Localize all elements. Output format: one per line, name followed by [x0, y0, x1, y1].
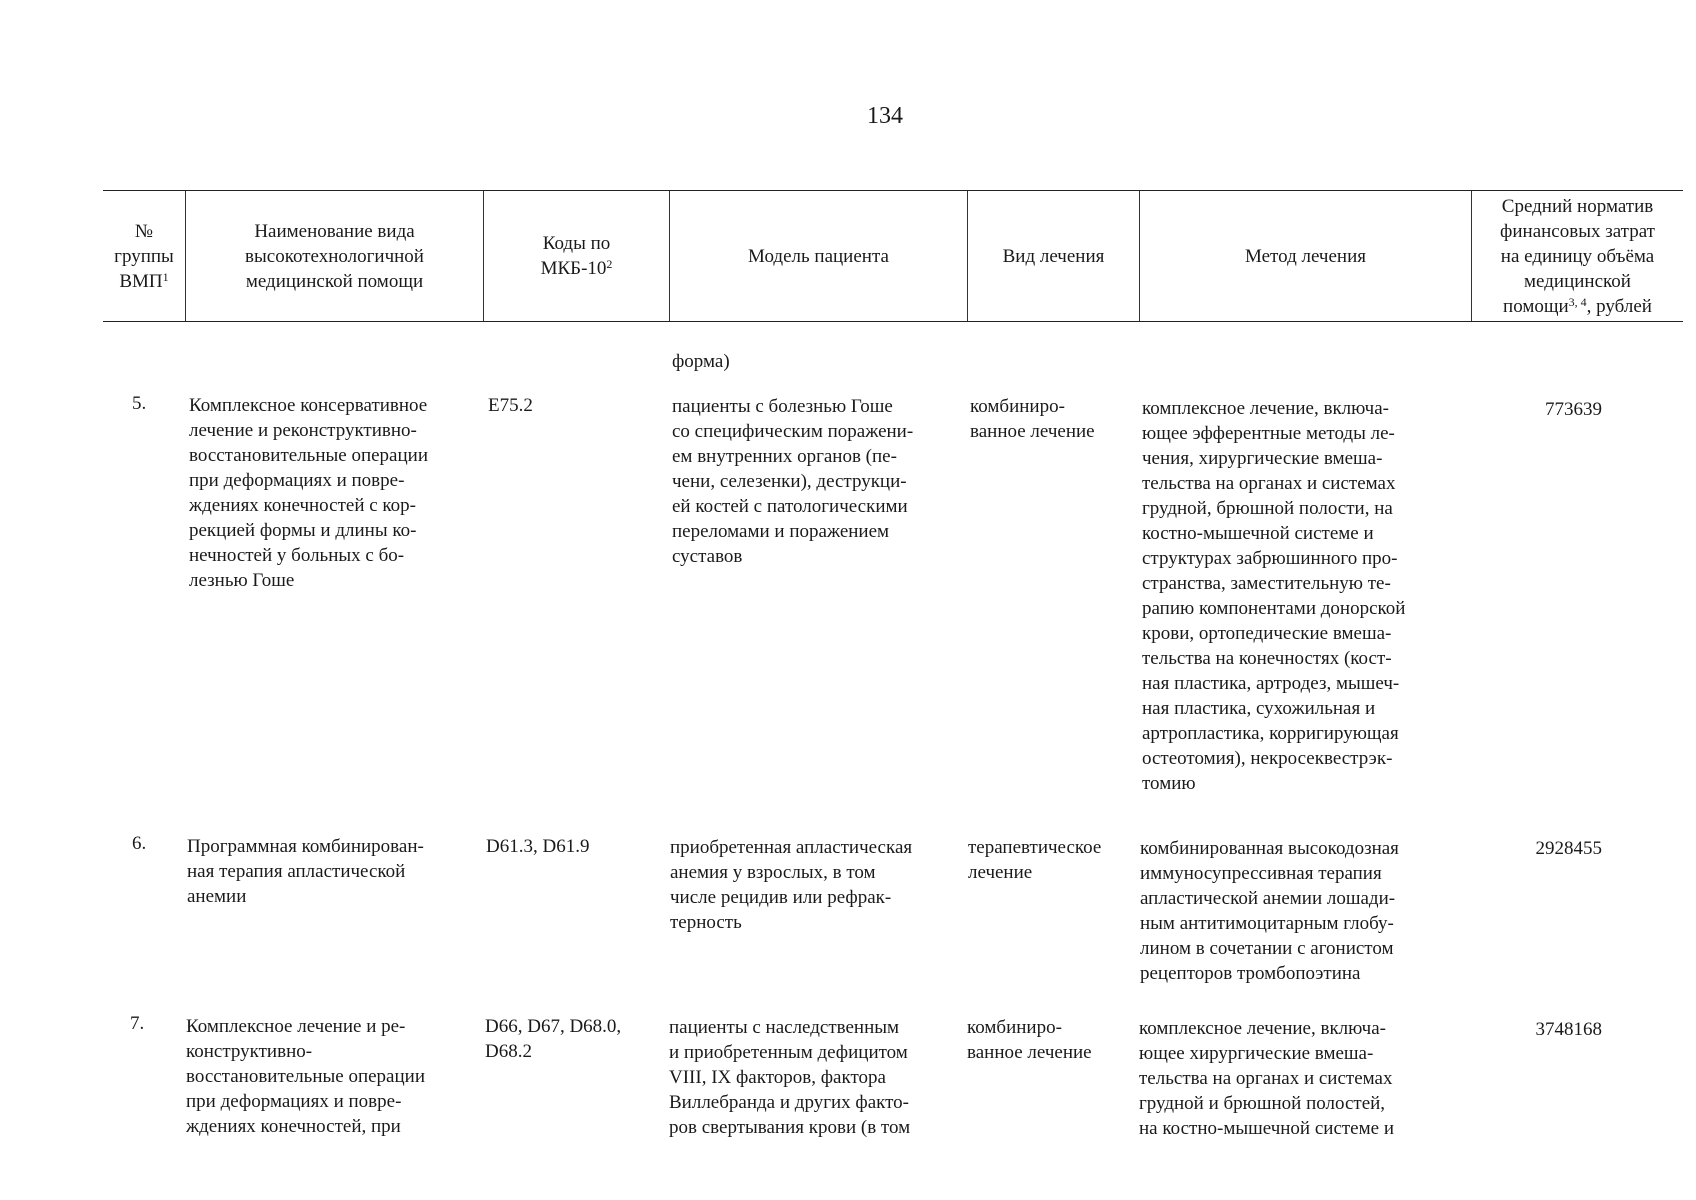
footnote-ref-1: 1 — [162, 269, 169, 284]
row-patient-model: приобретенная апластическая анемия у взрослых, в том числе рецидив или рефрак- терность — [670, 837, 913, 933]
header-treatment-type — [967, 191, 1139, 321]
continuation-model: форма) — [672, 351, 730, 372]
row-icd-codes: D61.3, D61.9 — [486, 836, 590, 857]
header-patient-model — [669, 191, 967, 321]
header-treatment-method — [1139, 191, 1471, 321]
header-icd-codes — [483, 191, 669, 321]
row-treatment-type: терапевтическое лечение — [968, 837, 1102, 883]
row-care-type: Программная комбинирован- ная терапия апластической анемии — [187, 836, 424, 907]
row-care-type: Комплексное консервативное лечение и реконструктивно- восстановительные операции при деформациях и повре- ждениях конечностей с кор- рекцией формы и длины ко- нечностей у больных с бо- лезнью Гоше — [189, 395, 428, 591]
row-patient-model: пациенты с болезнью Гоше со специфическим поражени- ем внутренних органов (пе- чени, селезенки), деструкци- ей костей с патологическими переломами и поражением суставов — [672, 396, 914, 567]
row-number: 7. — [130, 1013, 145, 1034]
header-cost-norm-unit: , рублей — [1586, 295, 1652, 317]
header-treatment-method-text: Метод лечения — [1244, 245, 1366, 267]
row-care-type: Комплексное лечение и ре- конструктивно- восстановительные операции при деформациях и повре- ждениях конечностей, при — [186, 1016, 425, 1137]
row-patient-model: пациенты с наследственным и приобретенным дефицитом VIII, IX факторов, фактора Виллебранда и других факто- ров свертывания крови (в том — [669, 1017, 911, 1138]
row-cost: 3748168 — [1535, 1019, 1602, 1040]
row-treatment-method: комбинированная высокодозная иммуносупрессивная терапия апластической анемии лошади- ным антитимоцитарным глобу- лином в сочетании с агонистом рецепторов тромбопоэтина — [1140, 838, 1399, 984]
row-number: 6. — [132, 833, 147, 854]
table-header — [103, 190, 1683, 322]
header-patient-model-text: Модель пациента — [748, 245, 889, 267]
row-icd-codes: E75.2 — [488, 395, 533, 416]
row-treatment-method: комплексное лечение, включа- ющее эфферентные методы ле- чения, хирургические вмеша- тельства на органах и системах грудной, брюшной полости, на костно-мышечной системе и структурах забрюшинного про- странства, заместительную те- рапию компонентами донорской крови, ортопедические вмеша- тельства на конечностях (кост- ная пластика, артродез, мышеч- ная пластика, сухожильная и артропластика, корригирующая остеотомия), некросеквестрэк- томию — [1142, 398, 1406, 794]
row-cost: 773639 — [1545, 399, 1602, 420]
row-treatment-method: комплексное лечение, включа- ющее хирургические вмеша- тельства на органах и системах грудной и брюшной полостей, на костно-мышечной системе и — [1139, 1018, 1394, 1139]
footnote-ref-2: 2 — [606, 257, 613, 271]
header-group-number-text: № группы ВМП — [114, 220, 174, 292]
header-group-number — [103, 191, 185, 321]
header-icd-codes-text: Коды по МКБ-10 — [540, 233, 611, 279]
header-care-type-text: Наименование вида высокотехнологичной медицинской помощи — [245, 220, 424, 292]
header-care-type — [185, 191, 483, 321]
footnote-ref-3-4: 3, 4 — [1568, 294, 1587, 309]
row-treatment-type: комбиниро- ванное лечение — [970, 396, 1095, 442]
page-number: 134 — [867, 103, 903, 129]
header-treatment-type-text: Вид лечения — [1002, 245, 1105, 267]
row-number: 5. — [132, 393, 147, 414]
row-cost: 2928455 — [1535, 838, 1602, 859]
header-cost-norm — [1471, 191, 1683, 321]
header-cost-norm-text: Средний норматив финансовых затрат на единицу объёма медицинской помощи — [1500, 195, 1655, 317]
row-icd-codes: D66, D67, D68.0, D68.2 — [485, 1016, 622, 1062]
row-treatment-type: комбиниро- ванное лечение — [967, 1017, 1092, 1063]
